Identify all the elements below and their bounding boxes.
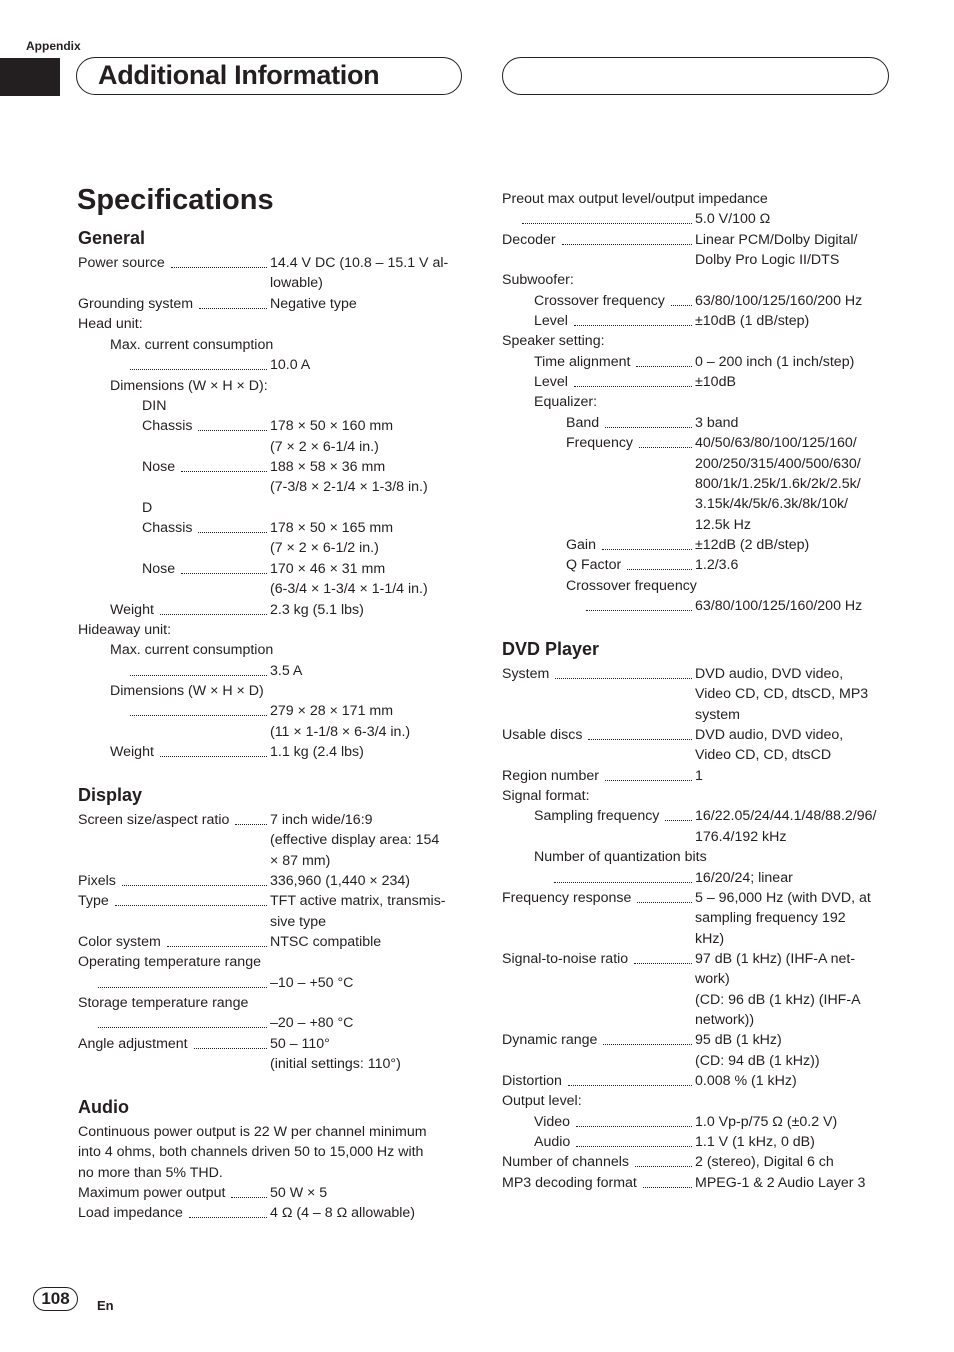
spec-value: 5.0 V/100 Ω — [695, 211, 771, 227]
leader-dots — [637, 902, 692, 903]
spec-value: 16/20/24; linear — [695, 870, 793, 886]
spec-label: Head unit: — [78, 316, 143, 332]
spec-label: Nose — [142, 459, 176, 475]
spec-label: Type — [78, 893, 109, 909]
spec-label: System — [502, 666, 550, 682]
leader-dots — [160, 756, 267, 757]
spec-label: Output level: — [502, 1093, 582, 1109]
section-heading: Display — [78, 785, 143, 805]
leader-dots — [198, 532, 267, 533]
spec-value: 10.0 A — [270, 357, 311, 373]
spec-value: 16/22.05/24/44.1/48/88.2/96/ — [695, 808, 877, 824]
spec-value: 50 W × 5 — [270, 1185, 328, 1201]
spec-value: (11 × 1-1/8 × 6-3/4 in.) — [270, 724, 411, 740]
spec-value: 14.4 V DC (10.8 – 15.1 V al- — [270, 255, 449, 271]
spec-value: sive type — [270, 914, 326, 930]
spec-value: (CD: 94 dB (1 kHz)) — [695, 1053, 820, 1069]
spec-label: Time alignment — [534, 354, 631, 370]
section-heading: Audio — [78, 1097, 129, 1117]
spec-value: 176.4/192 kHz — [695, 829, 787, 845]
spec-label: MP3 decoding format — [502, 1175, 637, 1191]
leader-dots — [98, 987, 267, 988]
leader-dots — [189, 1217, 267, 1218]
leader-dots — [605, 427, 692, 428]
leader-dots — [588, 739, 692, 740]
spec-label: Q Factor — [566, 557, 622, 573]
spec-label: Continuous power output is 22 W per channel minimum — [78, 1124, 427, 1140]
spec-value: 12.5k Hz — [695, 517, 751, 533]
spec-value: 63/80/100/125/160/200 Hz — [695, 293, 863, 309]
spec-label: Level — [534, 313, 568, 329]
spec-label: Dynamic range — [502, 1032, 598, 1048]
spec-value: 40/50/63/80/100/125/160/ — [695, 435, 857, 451]
leader-dots — [115, 905, 267, 906]
spec-label: Chassis — [142, 520, 193, 536]
leader-dots — [671, 305, 692, 306]
leader-dots — [555, 678, 692, 679]
spec-value: Video CD, CD, dtsCD, MP3 — [695, 686, 869, 702]
spec-value: (initial settings: 110°) — [270, 1056, 401, 1072]
spec-value: 3.5 A — [270, 663, 303, 679]
spec-label: Region number — [502, 768, 600, 784]
leader-dots — [231, 1197, 267, 1198]
spec-label: Dimensions (W × H × D): — [110, 378, 268, 394]
empty-title-box — [502, 57, 889, 95]
spec-label: into 4 ohms, both channels driven 50 to 15,000 Hz with — [78, 1144, 424, 1160]
spec-value: (CD: 96 dB (1 kHz) (IHF-A — [695, 992, 861, 1008]
spec-value: Video CD, CD, dtsCD — [695, 747, 832, 763]
spec-label: D — [142, 500, 153, 516]
leader-dots — [602, 549, 692, 550]
spec-value: 3 band — [695, 415, 739, 431]
spec-value: sampling frequency 192 — [695, 910, 846, 926]
spec-value: system — [695, 707, 740, 723]
spec-value: ±10dB (1 dB/step) — [695, 313, 810, 329]
spec-value: 1 — [695, 768, 703, 784]
spec-label: Speaker setting: — [502, 333, 605, 349]
spec-label: Level — [534, 374, 568, 390]
spec-label: Frequency response — [502, 890, 632, 906]
spec-value: ±10dB — [695, 374, 736, 390]
leader-dots — [181, 471, 267, 472]
spec-label: Grounding system — [78, 296, 194, 312]
spec-value: –10 – +50 °C — [270, 975, 354, 991]
spec-value: 1.0 Vp-p/75 Ω (±0.2 V) — [695, 1114, 838, 1130]
leader-dots — [98, 1027, 267, 1028]
spec-label: Decoder — [502, 232, 556, 248]
spec-label: Max. current consumption — [110, 642, 274, 658]
spec-label: Weight — [110, 744, 154, 760]
spec-value: (7-3/8 × 2-1/4 × 1-3/8 in.) — [270, 479, 428, 495]
leader-dots — [199, 308, 267, 309]
spec-label: Usable discs — [502, 727, 583, 743]
spec-value: Negative type — [270, 296, 357, 312]
spec-value: 336,960 (1,440 × 234) — [270, 873, 411, 889]
leader-dots — [130, 369, 267, 370]
spec-label: no more than 5% THD. — [78, 1165, 223, 1181]
spec-value: –20 – +80 °C — [270, 1015, 354, 1031]
spec-label: Color system — [78, 934, 161, 950]
spec-label: Signal-to-noise ratio — [502, 951, 629, 967]
page-number: 108 — [33, 1287, 78, 1311]
leader-dots — [130, 715, 267, 716]
spec-label: Number of quantization bits — [534, 849, 707, 865]
spec-value: 97 dB (1 kHz) (IHF-A net- — [695, 951, 856, 967]
spec-value: (7 × 2 × 6-1/2 in.) — [270, 540, 379, 556]
spec-value: 5 – 96,000 Hz (with DVD, at — [695, 890, 871, 906]
spec-label: Pixels — [78, 873, 116, 889]
spec-value: 178 × 50 × 165 mm — [270, 520, 394, 536]
spec-label: Screen size/aspect ratio — [78, 812, 230, 828]
leader-dots — [198, 430, 267, 431]
leader-dots — [576, 1146, 692, 1147]
leader-dots — [171, 267, 267, 268]
spec-value: 0.008 % (1 kHz) — [695, 1073, 797, 1089]
spec-value: DVD audio, DVD video, — [695, 727, 844, 743]
spec-value: 200/250/315/400/500/630/ — [695, 456, 861, 472]
section-heading: General — [78, 228, 146, 248]
spec-label: Maximum power output — [78, 1185, 226, 1201]
spec-label: Subwoofer: — [502, 272, 574, 288]
spec-label: Power source — [78, 255, 165, 271]
spec-value: (6-3/4 × 1-3/4 × 1-1/4 in.) — [270, 581, 428, 597]
leader-dots — [562, 244, 692, 245]
spec-label: Crossover frequency — [534, 293, 665, 309]
language-label: En — [97, 1298, 114, 1313]
spec-value: network)) — [695, 1012, 755, 1028]
leader-dots — [627, 569, 692, 570]
leader-dots — [568, 1085, 692, 1086]
spec-label: Video — [534, 1114, 571, 1130]
spec-value: kHz) — [695, 931, 725, 947]
spec-value: lowable) — [270, 275, 323, 291]
spec-value: 1.1 kg (2.4 lbs) — [270, 744, 364, 760]
spec-label: Crossover frequency — [566, 578, 697, 594]
spec-label: Weight — [110, 602, 154, 618]
spec-value: 1.1 V (1 kHz, 0 dB) — [695, 1134, 815, 1150]
spec-value: 800/1k/1.25k/1.6k/2k/2.5k/ — [695, 476, 861, 492]
leader-dots — [665, 820, 692, 821]
leader-dots — [554, 882, 692, 883]
spec-value: 3.15k/4k/5k/6.3k/8k/10k/ — [695, 496, 849, 512]
spec-value: TFT active matrix, transmis- — [270, 893, 446, 909]
spec-value: 279 × 28 × 171 mm — [270, 703, 394, 719]
spec-value: (effective display area: 154 — [270, 832, 440, 848]
spec-value: Dolby Pro Logic II/DTS — [695, 252, 840, 268]
spec-value: work) — [695, 971, 730, 987]
page-title: Specifications — [77, 184, 274, 216]
leader-dots — [522, 223, 692, 224]
spec-label: Dimensions (W × H × D) — [110, 683, 264, 699]
spec-value: 178 × 50 × 160 mm — [270, 418, 394, 434]
spec-value: ±12dB (2 dB/step) — [695, 537, 810, 553]
leader-dots — [636, 366, 692, 367]
spec-value: 1.2/3.6 — [695, 557, 739, 573]
spec-value: 188 × 58 × 36 mm — [270, 459, 386, 475]
spec-label: Frequency — [566, 435, 634, 451]
spec-value: MPEG-1 & 2 Audio Layer 3 — [695, 1175, 866, 1191]
spec-label: Nose — [142, 561, 176, 577]
spec-value: 2 (stereo), Digital 6 ch — [695, 1154, 834, 1170]
spec-label: Sampling frequency — [534, 808, 660, 824]
spec-label: Chassis — [142, 418, 193, 434]
leader-dots — [643, 1187, 692, 1188]
spec-value: 95 dB (1 kHz) — [695, 1032, 782, 1048]
spec-label: Band — [566, 415, 600, 431]
spec-label: Signal format: — [502, 788, 590, 804]
leader-dots — [130, 675, 267, 676]
spec-label: Gain — [566, 537, 596, 553]
spec-label: Preout max output level/output impedance — [502, 191, 768, 207]
leader-dots — [574, 325, 692, 326]
leader-dots — [235, 824, 267, 825]
spec-value: NTSC compatible — [270, 934, 382, 950]
spec-value: (7 × 2 × 6-1/4 in.) — [270, 439, 379, 455]
spec-label: Number of channels — [502, 1154, 629, 1170]
leader-dots — [167, 946, 267, 947]
spec-label: Angle adjustment — [78, 1036, 188, 1052]
section-tab-marker — [0, 58, 60, 96]
leader-dots — [574, 386, 692, 387]
leader-dots — [586, 610, 692, 611]
leader-dots — [634, 963, 692, 964]
leader-dots — [639, 447, 692, 448]
leader-dots — [605, 780, 692, 781]
leader-dots — [603, 1044, 692, 1045]
leader-dots — [576, 1126, 692, 1127]
spec-value: 50 – 110° — [270, 1036, 330, 1052]
spec-label: Hideaway unit: — [78, 622, 172, 638]
spec-value: Linear PCM/Dolby Digital/ — [695, 232, 858, 248]
spec-label: Max. current consumption — [110, 337, 274, 353]
spec-value: 4 Ω (4 – 8 Ω allowable) — [270, 1205, 416, 1221]
spec-value: 7 inch wide/16:9 — [270, 812, 373, 828]
spec-label: Load impedance — [78, 1205, 183, 1221]
appendix-label: Appendix — [26, 39, 81, 53]
leader-dots — [194, 1048, 267, 1049]
spec-label: Distortion — [502, 1073, 562, 1089]
section-title: Additional Information — [98, 60, 380, 90]
spec-value: 0 – 200 inch (1 inch/step) — [695, 354, 855, 370]
spec-value: 2.3 kg (5.1 lbs) — [270, 602, 364, 618]
section-heading: DVD Player — [502, 639, 600, 659]
spec-value: × 87 mm) — [270, 853, 331, 869]
spec-label: Equalizer: — [534, 394, 598, 410]
spec-value: 63/80/100/125/160/200 Hz — [695, 598, 863, 614]
leader-dots — [635, 1166, 692, 1167]
spec-label: DIN — [142, 398, 167, 414]
leader-dots — [181, 573, 267, 574]
leader-dots — [122, 885, 267, 886]
spec-label: Storage temperature range — [78, 995, 249, 1011]
spec-label: Operating temperature range — [78, 954, 261, 970]
spec-value: DVD audio, DVD video, — [695, 666, 844, 682]
spec-label: Audio — [534, 1134, 571, 1150]
spec-value: 170 × 46 × 31 mm — [270, 561, 386, 577]
leader-dots — [160, 614, 267, 615]
